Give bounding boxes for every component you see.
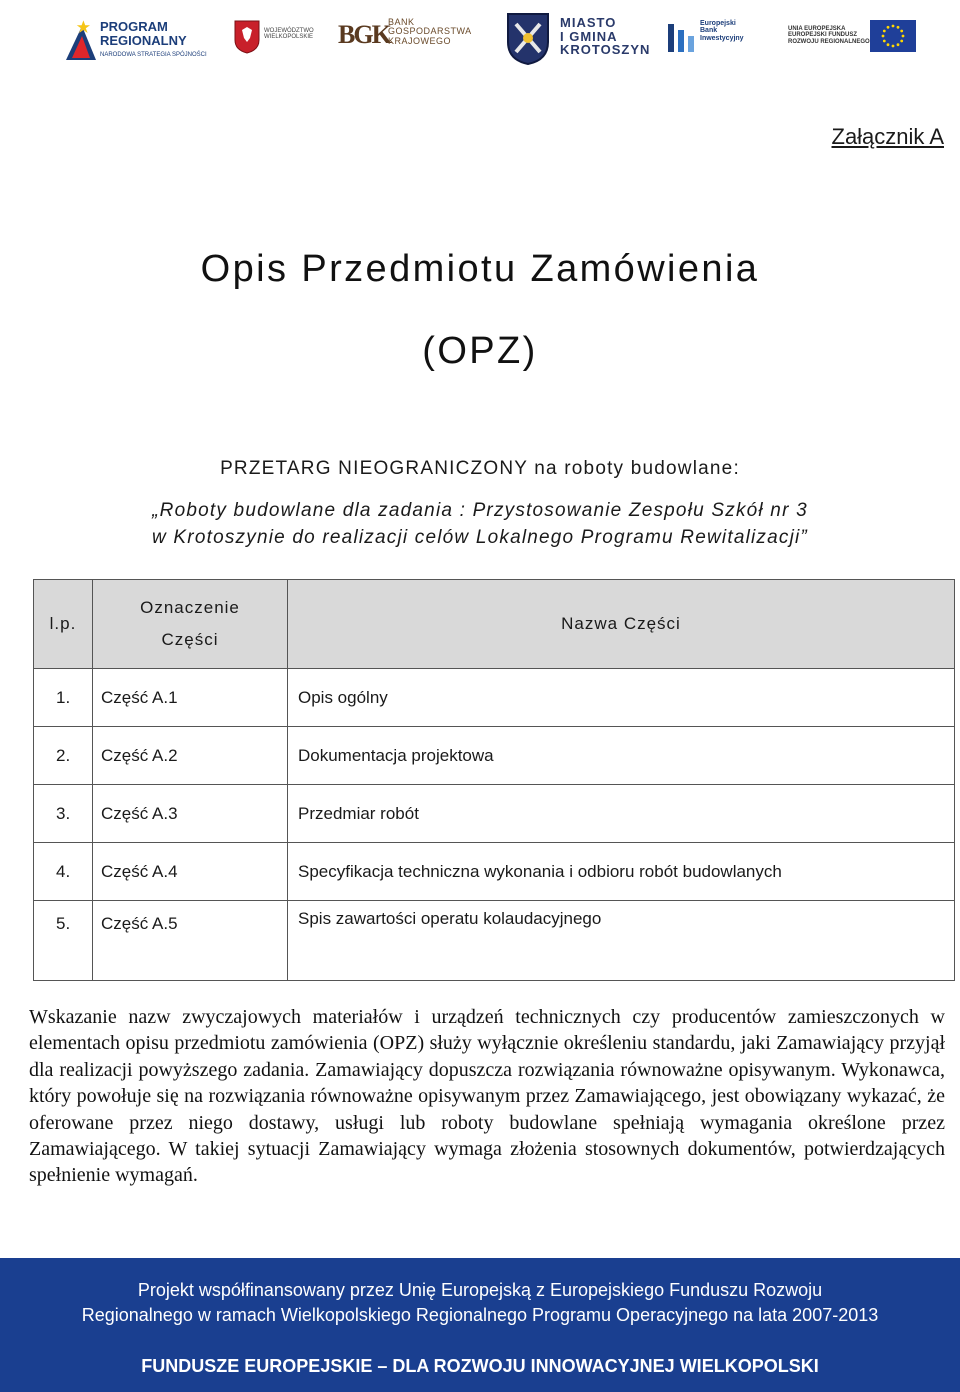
town-crest-icon	[506, 12, 550, 66]
row-lp: 4.	[34, 843, 93, 901]
table-row	[34, 843, 955, 901]
row-code: Część A.1	[93, 669, 288, 727]
footer-line-2: Regionalnego w ramach Wielkopolskiego Regionalnego Programu Operacyjnego na lata 2007-2013	[81, 1305, 879, 1325]
header-oznaczenie-line2: Części	[161, 630, 219, 649]
header-nazwa: Nazwa Części	[288, 580, 955, 669]
row-name: Specyfikacja techniczna wykonania i odbioru robót budowlanych	[288, 843, 955, 901]
row-lp: 5.	[34, 901, 93, 981]
footer-slogan: FUNDUSZE EUROPEJSKIE – DLA ROZWOJU INNOWACYJNEJ WIELKOPOLSKI	[141, 1356, 819, 1376]
logo-strip	[0, 8, 960, 72]
row-lp: 1.	[34, 669, 93, 727]
eu-flag-icon	[870, 20, 916, 52]
krotoszyn-logo: MIASTO I GMINA KROTOSZYN	[506, 8, 656, 72]
star-flag-icon	[66, 18, 96, 60]
parts-table	[33, 579, 955, 981]
row-code: Część A.5	[93, 901, 288, 981]
eagle-crest-icon	[234, 20, 260, 54]
project-name-line-1: „Roboty budowlane dla zadania : Przystosowanie Zespołu Szkół nr 3	[152, 500, 808, 521]
header-lp: l.p.	[34, 580, 93, 669]
bank-mark-icon	[668, 24, 694, 52]
document-title: Opis Przedmiotu Zamówienia	[200, 248, 760, 290]
row-code: Część A.4	[93, 843, 288, 901]
row-lp: 2.	[34, 727, 93, 785]
annex-label: Załącznik A	[831, 124, 944, 149]
row-code: Część A.2	[93, 727, 288, 785]
table-row	[34, 785, 955, 843]
table-header-row	[34, 580, 955, 669]
table-row	[34, 727, 955, 785]
project-name-line-2: w Krotoszynie do realizacji celów Lokalnego Programu Rewitalizacji”	[152, 527, 808, 548]
program-regionalny-logo: PROGRAM REGIONALNY NARODOWA STRATEGIA SPÓJNOŚCI	[66, 8, 216, 72]
table-row	[34, 901, 955, 981]
row-code: Część A.3	[93, 785, 288, 843]
footer-banner	[0, 1258, 960, 1392]
header-oznaczenie	[93, 580, 288, 669]
tender-heading: PRZETARG NIEOGRANICZONY na roboty budowlane:	[220, 458, 740, 479]
row-lp: 3.	[34, 785, 93, 843]
eu-logo: UNIA EUROPEJSKA EUROPEJSKI FUNDUSZ ROZWOJU REGIONALNEGO	[788, 8, 928, 72]
row-name: Dokumentacja projektowa	[288, 727, 955, 785]
header-oznaczenie-line1: Oznaczenie	[140, 598, 240, 617]
bgk-logo: BGK BANK GOSPODARSTWA KRAJOWEGO	[338, 17, 472, 49]
table-row	[34, 669, 955, 727]
document-title-abbreviation: (OPZ)	[422, 330, 538, 372]
wielkopolska-logo: WOJEWÓDZTWO WIELKOPOLSKIE	[232, 8, 314, 72]
row-name: Opis ogólny	[288, 669, 955, 727]
row-name: Przedmiar robót	[288, 785, 955, 843]
footer-line-1: Projekt współfinansowany przez Unię Europejską z Europejskiego Funduszu Rozwoju	[137, 1280, 823, 1300]
row-name: Spis zawartości operatu kolaudacyjnego	[288, 901, 955, 981]
ebi-logo: Europejski Bank Inwestycyjny	[668, 8, 768, 72]
description-paragraph: Wskazanie nazw zwyczajowych materiałów i urządzeń technicznych czy producentów zamieszczonych w elementach opisu przedmiotu zamówienia (OPZ) służy wyłącznie określeniu standardu, jaki Zamawiający przyjął dla realizacji powyższego zadania. Zamawiający dopuszcza rozwiązania równoważne opisywanym. Wykonawca, który powołuje się na rozwiązania równoważne opisywanym przez Zamawiającego, jest obowiązany wykazać, że oferowane przez niego dostawy, usługi lub roboty budowlane spełniają wymagania określone przez Zamawiającego. W takiej sytuacji Zamawiający wymaga złożenia stosownych dokumentów, potwierdzających spełnienie wymagań.	[29, 1006, 945, 1187]
